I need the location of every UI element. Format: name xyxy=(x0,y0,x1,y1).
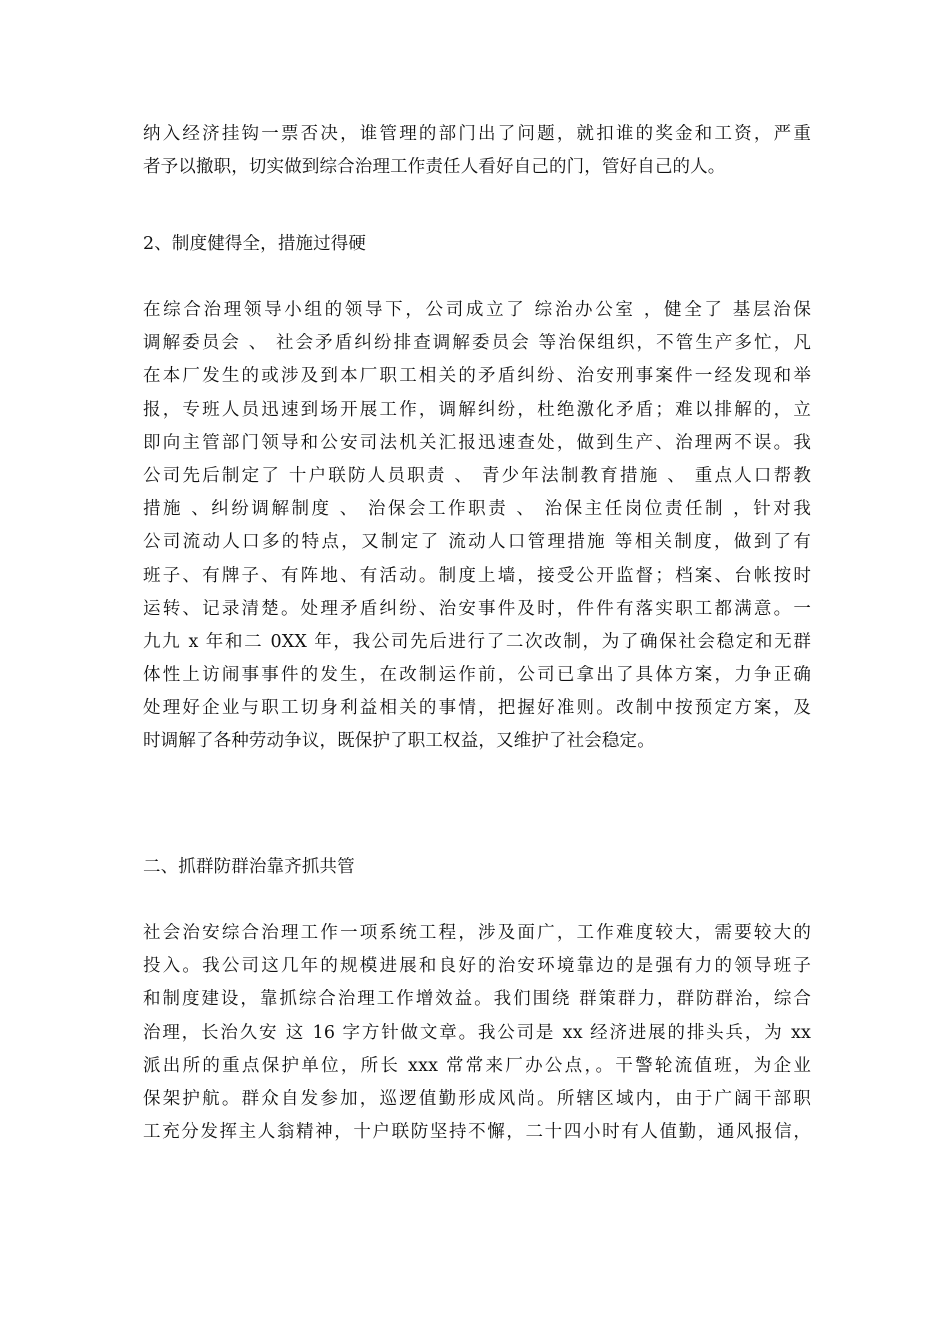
text-line: 班子、有牌子、有阵地、有活动。制度上墙，接受公开监督；档案、台帐按时 xyxy=(143,565,811,586)
text-line: 时调解了各种劳动争议，既保护了职工权益，又维护了社会稳定。 xyxy=(143,731,655,752)
text-line: 保架护航。群众自发参加，巡逻值勤形成风尚。所辖区域内，由于广阔干部职 xyxy=(143,1088,811,1109)
paragraph-1 xyxy=(143,118,811,184)
text-line: 处理好企业与职工切身利益相关的事情，把握好准则。改制中按预定方案，及 xyxy=(143,698,811,719)
section-heading-3 xyxy=(143,851,811,884)
text-line: 派出所的重点保护单位，所长 xxx 常常来厂办公点，。干警轮流值班，为企业 xyxy=(143,1055,811,1076)
text-line: 公司流动人口多的特点，又制定了 流动人口管理措施 等相关制度，做到了有 xyxy=(143,532,811,553)
text-line: 运转、记录清楚。处理矛盾纠纷、治安事件及时，件件有落实职工都满意。一 xyxy=(143,598,811,619)
text-line: 在综合治理领导小组的领导下，公司成立了 综治办公室 ，健全了 基层治保 xyxy=(143,300,811,320)
text-line: 即向主管部门领导和公安司法机关汇报迅速查处，做到生产、治理两不误。我 xyxy=(143,432,811,453)
text-line: 报，专班人员迅速到场开展工作，调解纠纷，杜绝激化矛盾；难以排解的，立 xyxy=(143,399,811,420)
paragraph-3 xyxy=(143,917,811,1149)
text-line: 体性上访闹事事件的发生，在改制运作前，公司已拿出了具体方案，力争正确 xyxy=(143,665,811,686)
heading-line: 2、制度健得全，措施过得硬 xyxy=(143,234,367,254)
text-line: 九九 x 年和二 0XX 年，我公司先后进行了二次改制，为了确保社会稳定和无群 xyxy=(143,631,811,652)
text-line: 纳入经济挂钩一票否决，谁管理的部门出了问题，就扣谁的奖金和工资，严重 xyxy=(143,124,811,144)
text-line: 投入。我公司这几年的规模进展和良好的治安环境靠边的是强有力的领导班子 xyxy=(143,956,811,977)
section-heading-2 xyxy=(143,228,811,261)
text-line: 和制度建设，靠抓综合治理工作增效益。我们围绕 群策群力，群防群治，综合 xyxy=(143,989,811,1010)
text-line: 社会治安综合治理工作一项系统工程，涉及面广，工作难度较大，需要较大的 xyxy=(143,923,811,943)
text-line: 调解委员会 、 社会矛盾纠纷排查调解委员会 等治保组织，不管生产多忙，凡 xyxy=(143,333,811,354)
text-line: 工充分发挥主人翁精神，十户联防坚持不懈，二十四小时有人值勤，通风报信， xyxy=(143,1122,811,1143)
text-line: 措施 、纠纷调解制度 、 治保会工作职责 、 治保主任岗位责任制 ，针对我 xyxy=(143,499,811,520)
paragraph-2 xyxy=(143,294,811,759)
text-line: 者予以撤职，切实做到综合治理工作责任人看好自己的门，管好自己的人。 xyxy=(143,157,726,178)
text-line: 公司先后制定了 十户联防人员职责 、 青少年法制教育措施 、 重点人口帮教 xyxy=(143,465,811,486)
heading-line: 二、抓群防群治靠齐抓共管 xyxy=(143,857,355,877)
text-line: 治理，长治久安 这 16 字方针做文章。我公司是 xx 经济进展的排头兵，为 xx xyxy=(143,1022,811,1043)
text-line: 在本厂发生的或涉及到本厂职工相关的矛盾纠纷、治安刑事案件一经发现和举 xyxy=(143,366,811,387)
